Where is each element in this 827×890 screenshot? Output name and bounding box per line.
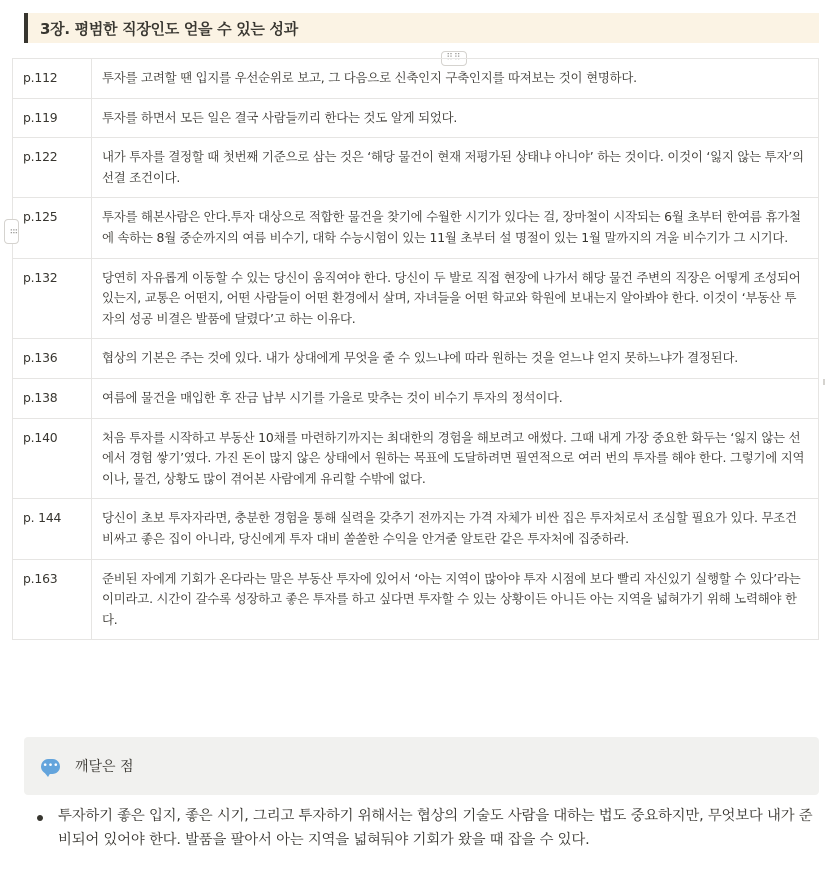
page-number-cell[interactable]: p.119 — [13, 98, 92, 138]
page-number-cell[interactable]: p.132 — [13, 258, 92, 339]
scroll-indicator — [823, 379, 825, 385]
page-number-cell[interactable]: p.125 — [13, 198, 92, 258]
bullet-icon — [37, 815, 43, 821]
table-row — [13, 559, 819, 640]
quote-cell[interactable]: 투자를 해본사람은 안다.투자 대상으로 적합한 물건을 찾기에 수월한 시기가 있다는 걸, 장마철이 시작되는 6월 초부터 한여름 휴가철에 속하는 8월 중순까지의 여름 비수기, 대학 수능시험이 있는 11월 초부터 설 명절이 있는 1월 말까지의 겨울 비수기가 그 시기다. — [92, 198, 819, 258]
speech-bubble-icon: ••• — [41, 759, 60, 774]
quote-cell[interactable]: 투자를 하면서 모든 일은 결국 사람들끼리 한다는 것도 알게 되었다. — [92, 98, 819, 138]
quote-cell[interactable]: 투자를 고려할 땐 입지를 우선순위로 보고, 그 다음으로 신축인지 구축인지를 따져보는 것이 현명하다. — [92, 59, 819, 99]
quote-cell[interactable]: 협상의 기본은 주는 것에 있다. 내가 상대에게 무엇을 줄 수 있느냐에 따라 원하는 것을 얻느냐 얻지 못하느냐가 결정된다. — [92, 339, 819, 379]
quote-cell[interactable]: 내가 투자를 결정할 때 첫번째 기준으로 삼는 것은 ‘해당 물건이 현재 저평가된 상태냐 아니야’ 하는 것이다. 이것이 ‘잃지 않는 투자’의 선결 조건이다. — [92, 138, 819, 198]
callout-box[interactable] — [24, 737, 819, 795]
page-number-cell[interactable]: p.136 — [13, 339, 92, 379]
list-item[interactable] — [24, 805, 819, 852]
drag-dots-icon: ⠿ — [7, 228, 17, 235]
drag-dots-icon: ⠿⠿ — [446, 53, 462, 63]
quotes-table — [12, 58, 819, 640]
table-row-drag-handle[interactable] — [4, 219, 19, 244]
table-row — [13, 59, 819, 99]
page-number-cell[interactable]: p.140 — [13, 418, 92, 499]
page-number-cell[interactable]: p. 144 — [13, 499, 92, 559]
callout-label: 깨달은 점 — [75, 759, 134, 775]
quote-cell[interactable]: 처음 투자를 시작하고 부동산 10채를 마련하기까지는 최대한의 경험을 해보려고 애썼다. 그때 내게 가장 중요한 화두는 ‘잃지 않는 선에서 경험 쌓기’였다. 가진 돈이 많지 않은 상태에서 원하는 목표에 도달하려면 필연적으로 여러 번의 투자를 해야 한다. 그렇기에 지역이나, 물건, 상황도 많이 겪어본 사람에게 유리할 수밖에 없다. — [92, 418, 819, 499]
page-number-cell[interactable]: p.112 — [13, 59, 92, 99]
section-heading-text: 3장. 평범한 직장인도 얻을 수 있는 성과 — [40, 19, 298, 38]
section-heading — [24, 13, 819, 43]
quote-cell[interactable]: 여름에 물건을 매입한 후 잔금 납부 시기를 가을로 맞추는 것이 비수기 투자의 정석이다. — [92, 378, 819, 418]
table-row — [13, 418, 819, 499]
quote-cell[interactable]: 준비된 자에게 기회가 온다라는 말은 부동산 투자에 있어서 ‘아는 지역이 많아야 투자 시점에 보다 빨리 자신있기 실행할 수 있다’라는 이미라고. 시간이 갈수록 성장하고 좋은 투자를 하고 싶다면 투자할 수 있는 상황이든 아니든 아는 지역을 넓혀가기 위해 노력해야 한다. — [92, 559, 819, 640]
table-row — [13, 499, 819, 559]
table-row — [13, 198, 819, 258]
table-row — [13, 378, 819, 418]
page-number-cell[interactable]: p.122 — [13, 138, 92, 198]
quote-cell[interactable]: 당신이 초보 투자자라면, 충분한 경험을 통해 실력을 갖추기 전까지는 가격 자체가 비싼 집은 투자처로서 조심할 필요가 있다. 무조건 비싸고 좋은 집이 아니라, 당신에게 투자 대비 쏠쏠한 수익을 안겨줄 알토란 같은 투자처에 집중하라. — [92, 499, 819, 559]
list-item-text: 투자하기 좋은 입지, 좋은 시기, 그리고 투자하기 위해서는 협상의 기술도 사람을 대하는 법도 중요하지만, 무엇보다 내가 준비되어 있어야 한다. 발품을 팔아서 아는 지역을 넓혀둬야 기회가 왔을 때 잡을 수 있다. — [58, 808, 813, 848]
page-number-cell[interactable]: p.163 — [13, 559, 92, 640]
table-row — [13, 258, 819, 339]
page-number-cell[interactable]: p.138 — [13, 378, 92, 418]
table-row — [13, 339, 819, 379]
table-row — [13, 98, 819, 138]
insights-list — [24, 805, 819, 852]
quote-cell[interactable]: 당연히 자유롭게 이동할 수 있는 당신이 움직여야 한다. 당신이 두 발로 직접 현장에 나가서 해당 물건 주변의 직장은 어떻게 조성되어 있는지, 교통은 어떤지, 어떤 사람들이 어떤 환경에서 살며, 자녀들을 어떤 학교와 학원에 보내는지 알아봐야 한다. 이것이 ‘부동산 투자의 성공 비결은 발품에 달렸다’고 하는 이유다. — [92, 258, 819, 339]
table-row — [13, 138, 819, 198]
